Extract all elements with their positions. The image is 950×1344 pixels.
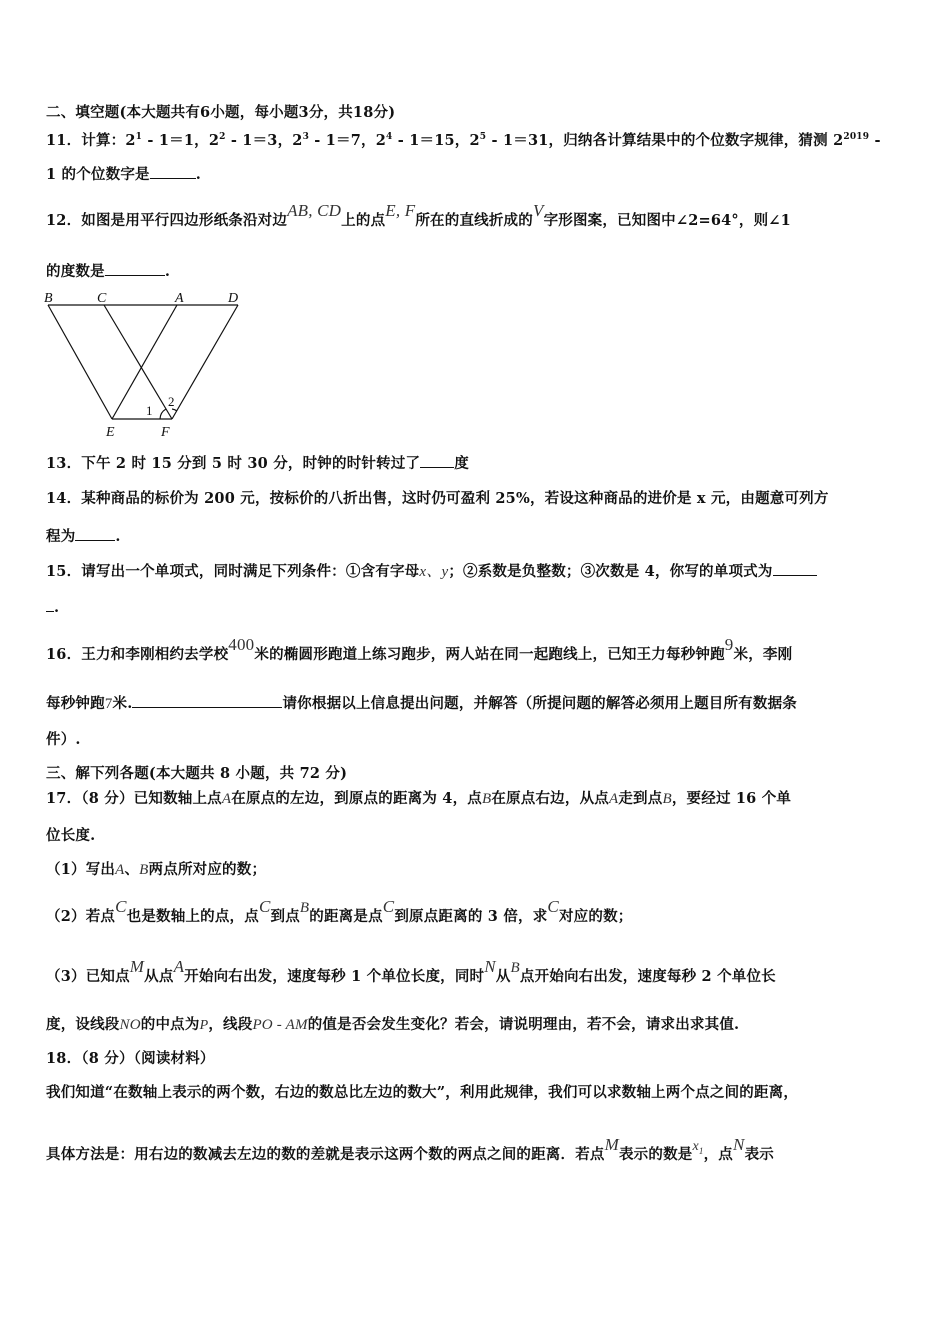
math-n: N	[733, 1135, 745, 1154]
q15-text: ；②系数是负整数；③次数是 4，你写的单项式为	[448, 563, 773, 580]
q12-text: .	[164, 263, 171, 280]
q17-text: 度，设线段	[46, 1016, 120, 1033]
q12-text: 12．如图是用平行四边形纸条沿对边	[46, 212, 288, 229]
question-16-line3: 件）.	[46, 731, 81, 748]
q17-text: 的中点为	[140, 1016, 200, 1033]
question-14-line2	[46, 526, 121, 547]
math-n: N	[484, 957, 496, 976]
label-f: F	[161, 425, 170, 440]
answer-blank[interactable]	[75, 526, 115, 541]
answer-blank[interactable]	[150, 164, 196, 179]
q11-text: - 1＝31，归纳各计算结果中的个位数字规律，猜测 2	[486, 131, 844, 149]
question-11	[46, 127, 881, 151]
answer-blank[interactable]	[773, 561, 817, 576]
q17-text: 的值是否会发生变化？若会，请说明理由，若不会，请求出求其值.	[307, 1016, 740, 1033]
q11-text: - 1＝3，2	[225, 131, 303, 149]
q16-text: 每秒钟跑	[46, 695, 105, 712]
math-400: 400	[228, 635, 255, 654]
q17-text: 到原点距离的 3 倍，求	[394, 908, 548, 925]
math-c: C	[258, 897, 271, 916]
q17-text: ，要经过 16 个单	[671, 790, 792, 807]
math-m: M	[604, 1135, 619, 1154]
q11-text: 11．计算：2	[46, 131, 136, 149]
question-13	[46, 453, 469, 474]
q11-exp: 5	[479, 132, 487, 142]
label-c: C	[97, 291, 107, 306]
question-15	[46, 561, 817, 582]
question-12-line2	[46, 261, 170, 282]
math-a: A	[221, 791, 232, 807]
q17-text: 在原点右边，从点	[491, 790, 609, 807]
q18-text: 具体方法是：用右边的数减去左边的数的差就是表示这两个数的两点之间的距离．若点	[46, 1146, 605, 1163]
edge-cf	[104, 305, 172, 419]
math-p: P	[199, 1018, 209, 1033]
q11-text: - 1＝15，2	[392, 131, 480, 149]
label-a: A	[175, 291, 184, 306]
q12-text: 所在的直线折成的	[415, 212, 533, 229]
question-17-part1	[46, 860, 266, 880]
q18-text: 表示	[744, 1146, 774, 1163]
math-v: V	[532, 201, 544, 220]
math-e-f: E, F	[385, 201, 416, 220]
math-x1	[692, 1139, 703, 1154]
q18-text: 表示的数是	[618, 1146, 693, 1163]
math-no: NO	[119, 1017, 141, 1033]
q17-text: （3）已知点	[46, 968, 130, 985]
q11-exp: 3	[302, 132, 310, 142]
angle-1-arc	[160, 409, 166, 419]
answer-blank[interactable]	[132, 693, 282, 708]
q17-text: 两点所对应的数；	[148, 861, 267, 878]
angle-2-arc	[172, 409, 177, 411]
q17-text: 点开始向右出发，速度每秒 2 个单位长	[519, 968, 776, 985]
q17-text: 的距离是点	[309, 908, 383, 925]
math-c: C	[115, 897, 127, 916]
q15-text: .	[54, 599, 60, 616]
question-16-line2	[46, 693, 797, 714]
q11-text: .	[195, 166, 201, 183]
question-15-line2	[46, 597, 59, 618]
answer-blank[interactable]	[105, 261, 165, 276]
q17-text: 走到点	[618, 790, 663, 807]
q14-text: 程为	[46, 528, 76, 545]
q17-text: 也是数轴上的点，点	[126, 908, 259, 925]
q17-text: 17．（8 分）已知数轴上点	[46, 790, 222, 807]
q17-text: 开始向右出发，速度每秒 1 个单位长度，同时	[184, 968, 485, 985]
math-a: A	[115, 862, 125, 878]
math-ab-cd: AB, CD	[287, 201, 342, 220]
q18-text: ，点	[703, 1146, 734, 1163]
label-b: B	[44, 291, 53, 306]
math-sub-1: 1	[698, 1145, 704, 1156]
label-e: E	[106, 425, 115, 440]
math-c: C	[547, 897, 559, 916]
q16-text: 米，李刚	[733, 646, 793, 663]
question-17-part3-line2	[46, 1015, 739, 1036]
answer-blank[interactable]	[420, 453, 454, 468]
q16-text: 米.	[112, 695, 133, 712]
section-title-fill-in: 二、填空题(本大题共有6小题，每小题3分，共18分)	[46, 104, 396, 121]
q11-exp: 2	[219, 132, 226, 142]
question-11-line2	[46, 164, 201, 185]
label-angle-1: 1	[146, 403, 153, 418]
q16-text: 米的椭圆形跑道上练习跑步，两人站在同一起跑线上，已知王力每秒钟跑	[254, 646, 725, 663]
q17-text: ，线段	[208, 1016, 253, 1033]
math-a: A	[173, 957, 185, 976]
q12-text: 上的点	[341, 212, 386, 229]
question-17-line2: 位长度.	[46, 827, 96, 844]
q11-exp: 4	[386, 132, 393, 142]
q12-text: 的度数是	[46, 263, 105, 280]
q17-text: （1）写出	[46, 861, 116, 878]
q17-text: 对应的数；	[558, 908, 633, 925]
q17-text: 、	[124, 861, 140, 878]
q14-text: .	[115, 528, 121, 545]
q16-text: 请你根据以上信息提出问题，并解答（所提问题的解答必须用上题目所有数据条	[282, 695, 797, 712]
q17-text: 到点	[270, 908, 300, 925]
question-18-line1: 我们知道“在数轴上表示的两个数，右边的数总比左边的数大”，利用此规律，我们可以求数轴上两个点之间的距离，	[46, 1084, 799, 1101]
q13-text: 度	[454, 455, 469, 472]
math-7: 7	[104, 696, 113, 712]
q11-text: 1 的个位数字是	[46, 166, 150, 183]
q11-text: - 1＝1，2	[142, 131, 220, 149]
q11-text: -	[869, 131, 881, 149]
question-17-part3	[46, 957, 776, 987]
q17-text: 从	[495, 968, 511, 985]
label-angle-2: 2	[168, 394, 175, 409]
math-c: C	[382, 897, 395, 916]
q16-text: 16．王力和李刚相约去学校	[46, 646, 229, 663]
question-16	[46, 635, 793, 665]
q11-exp: 2019	[843, 132, 870, 142]
q11-text: - 1＝7，2	[309, 131, 387, 149]
q15-text: 15．请写出一个单项式，同时满足下列条件：①含有字母	[46, 563, 420, 580]
v-shape-figure	[42, 288, 247, 443]
question-14: 14．某种商品的标价为 200 元，按标价的八折出售，这时仍可盈利 25%，若设这种商品的进价是 x 元，由题意可列方	[46, 490, 829, 507]
math-b: B	[299, 900, 310, 916]
math-b: B	[662, 791, 672, 807]
q13-text: 13．下午 2 时 15 分到 5 时 30 分，时钟的时针转过了	[46, 455, 421, 472]
q17-text: 在原点的左边，到原点的距离为 4，点	[231, 790, 482, 807]
math-b: B	[139, 862, 149, 878]
q11-exp: 1	[135, 132, 143, 142]
edge-be	[48, 305, 112, 419]
math-9: 9	[724, 635, 734, 654]
q17-text: 从点	[144, 968, 174, 985]
math-b: B	[510, 960, 520, 976]
math-a: A	[608, 791, 619, 807]
math-x: x	[692, 1139, 699, 1154]
section-title-solve: 三、解下列各题(本大题共 8 小题，共 72 分)	[46, 765, 348, 782]
math-po-am: PO - AM	[252, 1017, 308, 1033]
question-12	[46, 201, 791, 231]
answer-blank[interactable]	[46, 597, 54, 612]
q17-text: （2）若点	[46, 908, 116, 925]
question-18-line2	[46, 1135, 774, 1170]
math-b: B	[482, 791, 492, 807]
question-18-title: 18．（8 分）（阅读材料）	[46, 1050, 215, 1067]
question-17-part2	[46, 897, 633, 927]
math-m: M	[129, 957, 145, 976]
math-vars: x、y	[419, 564, 449, 580]
q12-text: 字形图案，已知图中∠2=64°，则∠1	[543, 212, 791, 229]
edge-df	[172, 305, 238, 419]
question-17	[46, 789, 791, 809]
label-d: D	[228, 291, 239, 306]
